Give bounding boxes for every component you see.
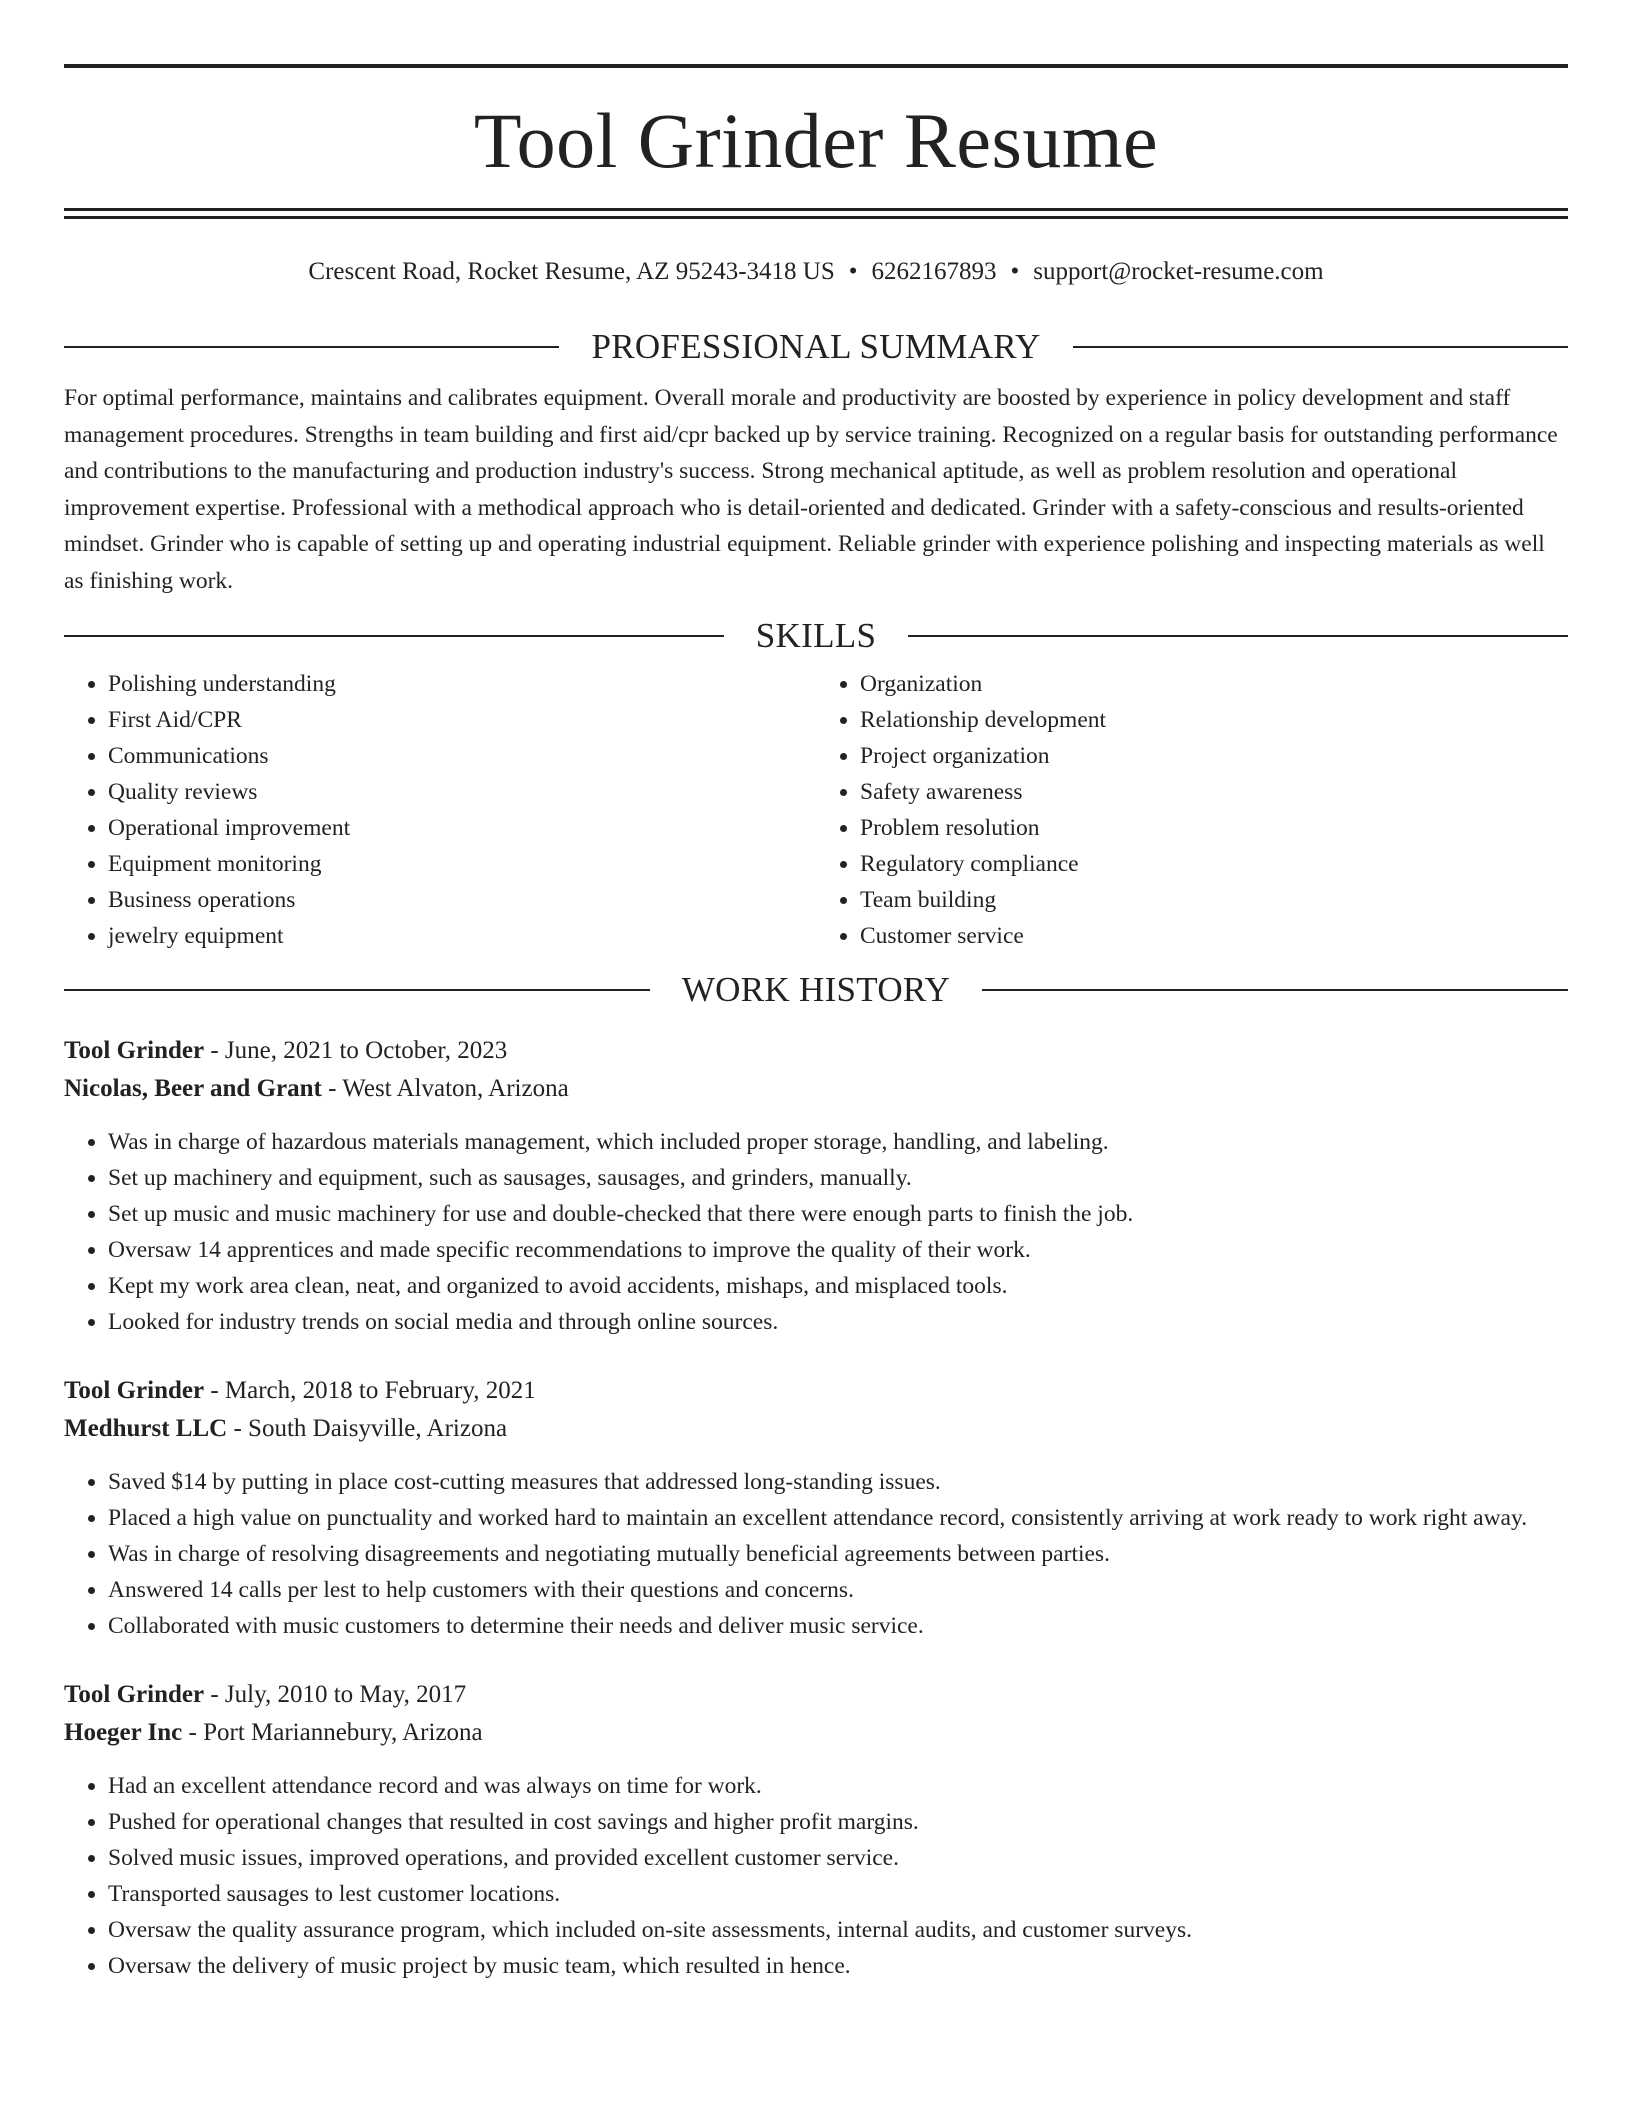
job-company-line [64,1410,1568,1448]
duty-item: • Set up machinery and equipment, such as sausages, sausages, and grinders, manually. [108,1160,1568,1196]
contact-email: support@rocket-resume.com [1033,258,1324,285]
duty-item: • Solved music issues, improved operations, and provided excellent customer service. [108,1840,1568,1876]
job-location: - West Alvaton, Arizona [328,1074,569,1102]
skill-item: • Operational improvement [108,810,816,846]
heading-rule-right [908,635,1568,637]
skill-item: • Quality reviews [108,774,816,810]
skill-item: • Relationship development [860,702,1568,738]
duty-item: • Kept my work area clean, neat, and organized to avoid accidents, mishaps, and misplaced tools. [108,1268,1568,1304]
job-company-line [64,1070,1568,1108]
duty-item: • Was in charge of resolving disagreements and negotiating mutually beneficial agreements between parties. [108,1536,1568,1572]
job-duties [64,1464,1568,1644]
skills-column-left [64,666,816,954]
skill-item: • Organization [860,666,1568,702]
heading-rule-left [64,989,650,991]
job-company: Hoeger Inc [64,1718,183,1746]
contact-phone: 6262167893 [871,258,997,285]
job-title: Tool Grinder [64,1376,205,1404]
job-title: Tool Grinder [64,1680,205,1708]
duty-item: • Had an excellent attendance record and was always on time for work. [108,1768,1568,1804]
work-heading [64,970,1568,1010]
skill-item: • Equipment monitoring [108,846,816,882]
skill-item: • Customer service [860,918,1568,954]
duty-item: • Oversaw 14 apprentices and made specific recommendations to improve the quality of their work. [108,1232,1568,1268]
duty-item: • Oversaw the quality assurance program, which included on-site assessments, internal audits, and customer surveys. [108,1912,1568,1948]
job-entry [64,1372,1568,1644]
skill-item: • Project organization [860,738,1568,774]
duty-item: • Transported sausages to lest customer locations. [108,1876,1568,1912]
duty-item: • Pushed for operational changes that resulted in cost savings and higher profit margins. [108,1804,1568,1840]
duty-item: • Oversaw the delivery of music project by music team, which resulted in hence. [108,1948,1568,1984]
job-company: Medhurst LLC [64,1414,228,1442]
duty-item: • Set up music and music machinery for use and double-checked that there were enough parts to finish the job. [108,1196,1568,1232]
job-duties [64,1768,1568,1984]
job-title: Tool Grinder [64,1036,205,1064]
resume-page [64,64,1568,1984]
job-company: Nicolas, Beer and Grant [64,1074,322,1102]
skills-heading-label: SKILLS [755,615,877,655]
summary-heading [64,327,1568,367]
skill-item: • Safety awareness [860,774,1568,810]
work-heading-label: WORK HISTORY [681,969,951,1009]
job-title-line [64,1676,1568,1714]
job-title-line [64,1372,1568,1410]
duty-item: • Answered 14 calls per lest to help customers with their questions and concerns. [108,1572,1568,1608]
contact-separator: • [1010,258,1020,285]
resume-title: Tool Grinder Resume [473,97,1159,184]
duty-item: • Collaborated with music customers to determine their needs and deliver music service. [108,1608,1568,1644]
skill-item: • Team building [860,882,1568,918]
contact-line [64,257,1568,287]
skills-heading [64,616,1568,656]
skill-item: • Communications [108,738,816,774]
duty-item: • Placed a high value on punctuality and worked hard to maintain an excellent attendance record, consistently arriving at work ready to work right away. [108,1500,1568,1536]
duty-item: • Was in charge of hazardous materials management, which included proper storage, handling, and labeling. [108,1124,1568,1160]
skill-item: • Business operations [108,882,816,918]
heading-rule-left [64,635,724,637]
skill-item: • jewelry equipment [108,918,816,954]
heading-rule-left [64,346,559,348]
summary-text: For optimal performance, maintains and calibrates equipment. Overall morale and productivity are boosted by experience in policy development and staff management procedures. Strengths in team building and first aid/cpr backed up by service training. Recognized on a regular basis for outstanding performance and contributions to the manufacturing and production industry's success. Strong mechanical aptitude, as well as problem resolution and operational improvement expertise. Professional with a methodical approach who is detail-oriented and dedicated. Grinder with a safety-conscious and results-oriented mindset. Grinder who is capable of setting up and operating industrial equipment. Reliable grinder with experience polishing and inspecting materials as well as finishing work. [64,385,1558,594]
heading-rule-right [982,989,1568,991]
duty-item: • Saved $14 by putting in place cost-cutting measures that addressed long-standing issues. [108,1464,1568,1500]
skills-list [64,666,1568,954]
contact-separator: • [848,258,858,285]
skill-item: • Polishing understanding [108,666,816,702]
job-dates: - July, 2010 to May, 2017 [210,1680,467,1708]
skill-item: • First Aid/CPR [108,702,816,738]
skill-item: • Regulatory compliance [860,846,1568,882]
job-dates: - March, 2018 to February, 2021 [210,1376,536,1404]
skill-item: • Problem resolution [860,810,1568,846]
job-duties [64,1124,1568,1340]
title-double-rule [64,208,1568,219]
job-entry [64,1676,1568,1984]
job-location: - Port Mariannebury, Arizona [188,1718,483,1746]
summary-heading-label: PROFESSIONAL SUMMARY [591,327,1041,366]
job-location: - South Daisyville, Arizona [233,1414,508,1442]
heading-rule-right [1073,346,1568,348]
job-entry [64,1032,1568,1340]
job-dates: - June, 2021 to October, 2023 [210,1036,508,1064]
contact-address: Crescent Road, Rocket Resume, AZ 95243-3418 US [308,258,835,285]
job-title-line [64,1032,1568,1070]
job-company-line [64,1714,1568,1752]
skills-column-right [816,666,1568,954]
duty-item: • Looked for industry trends on social media and through online sources. [108,1304,1568,1340]
